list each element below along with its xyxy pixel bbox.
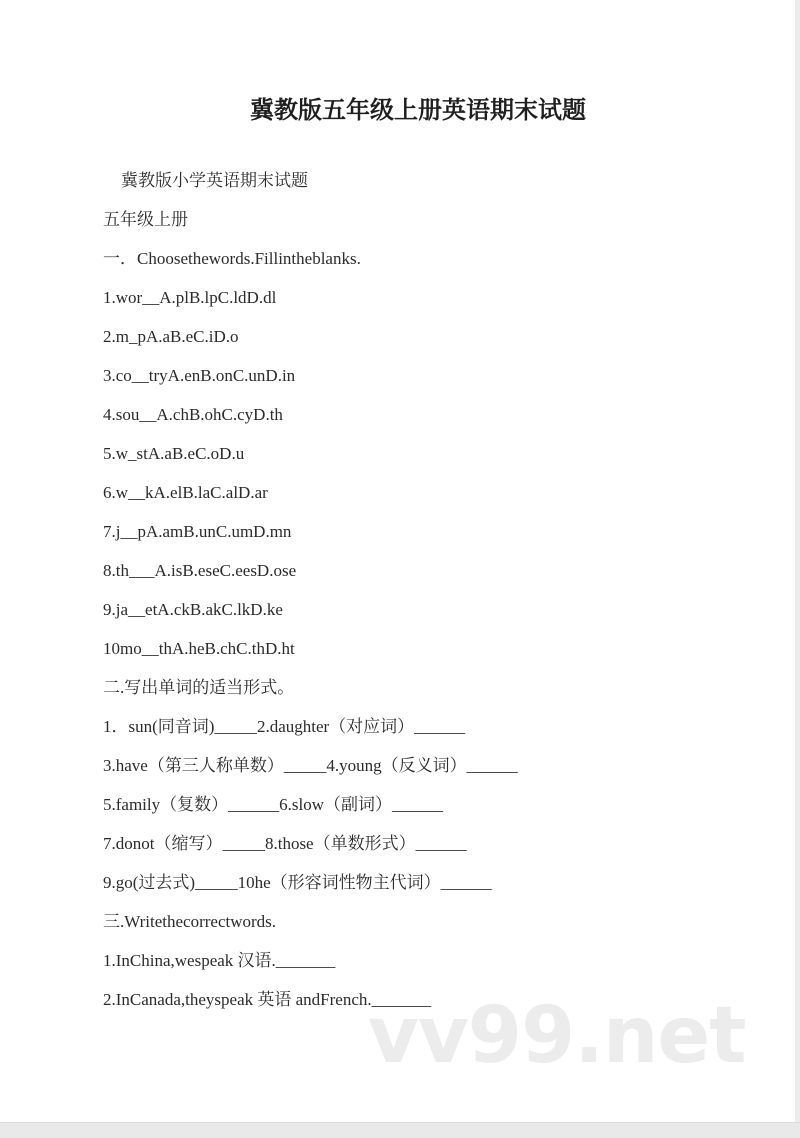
section-2-item: 5.family（复数）______6.slow（副词）______ (103, 795, 443, 814)
document-subtitle: 冀教版小学英语期末试题 (121, 171, 308, 190)
grade-label: 五年级上册 (103, 210, 188, 229)
section-2-item: 1．sun(同音词)_____2.daughter（对应词）______ (103, 717, 466, 736)
section-2-item: 9.go(过去式)_____10he（形容词性物主代词）______ (103, 873, 492, 892)
section-1-item: 2.m_pA.aB.eC.iD.o (103, 327, 239, 346)
section-1-item: 7.j__pA.amB.unC.umD.mn (103, 522, 292, 541)
section-1-item: 3.co__tryA.enB.onC.unD.in (103, 366, 296, 385)
section-1-item: 1.wor__A.plB.lpC.ldD.dl (103, 288, 277, 307)
section-2-heading: 二.写出单词的适当形式。 (103, 678, 295, 697)
section-1-item: 4.sou__A.chB.ohC.cyD.th (103, 405, 283, 424)
section-1-item: 10mo__thA.heB.chC.thD.ht (103, 639, 295, 658)
section-3-item: 2.InCanada,theyspeak 英语 andFrench._______ (103, 990, 432, 1009)
section-1-heading: 一．Choosethewords.Fillintheblanks. (103, 249, 361, 268)
section-3-heading: 三.Writethecorrectwords. (103, 912, 277, 931)
section-2-item: 7.donot（缩写）_____8.those（单数形式）______ (103, 834, 467, 853)
section-2-item: 3.have（第三人称单数）_____4.young（反义词）______ (103, 756, 518, 775)
section-1-item: 5.w_stA.aB.eC.oD.u (103, 444, 245, 463)
document-title: 冀教版五年级上册英语期末试题 (250, 96, 586, 124)
watermark: vv99.net (368, 991, 746, 1081)
section-1-item: 9.ja__etA.ckB.akC.lkD.ke (103, 600, 283, 619)
section-1-item: 6.w__kA.elB.laC.alD.ar (103, 483, 268, 502)
section-3-item: 1.InChina,wespeak 汉语._______ (103, 951, 336, 970)
section-1-item: 8.th___A.isB.eseC.eesD.ose (103, 561, 297, 580)
